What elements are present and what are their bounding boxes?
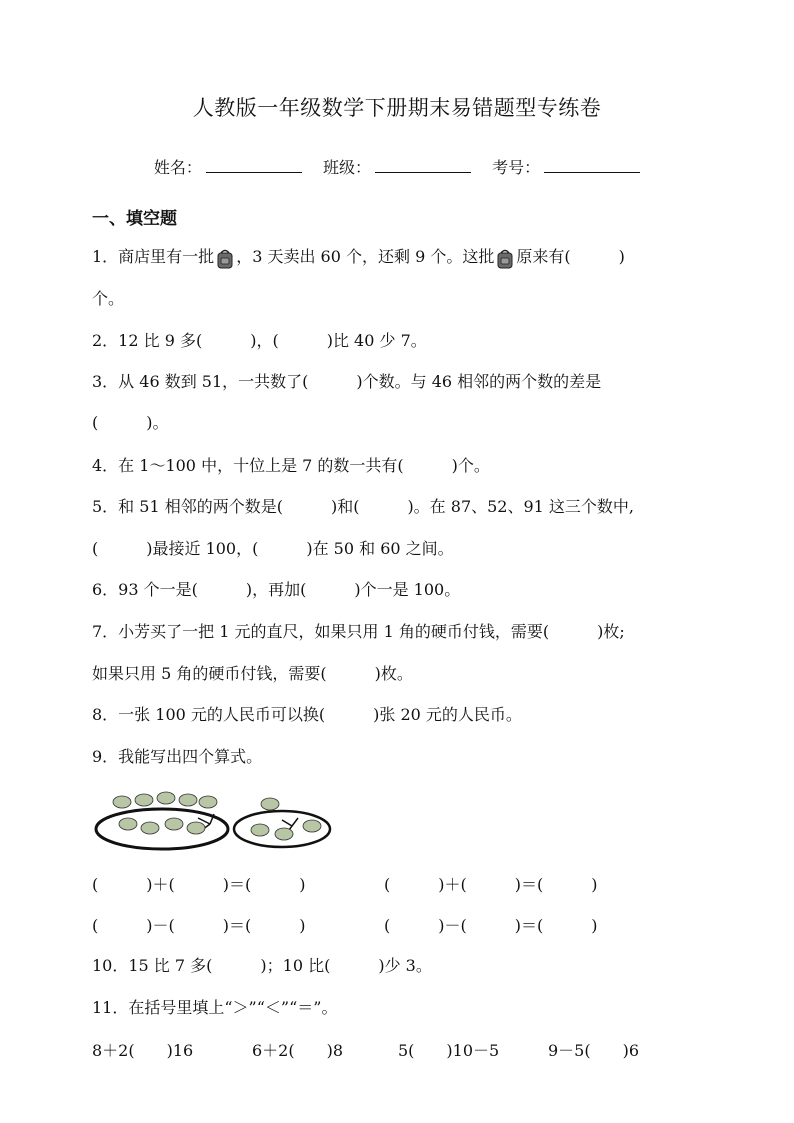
section-heading: 一、填空题 [92,209,177,229]
question-8: 8．一张 100 元的人民币可以换( )张 20 元的人民币。 [92,705,522,724]
equation-blank-left[interactable]: ( )－( )＝( ) [92,916,306,935]
backpack-icon [214,247,236,269]
question-1-cont: 个。 [92,289,125,308]
equation-blank-right[interactable]: ( )＋( )＝( ) [384,875,598,894]
question-10: 10．15 比 7 多( )；10 比( )少 3。 [92,956,432,975]
question-1: 1．商店里有一批 ，3 天卖出 60 个，还剩 9 个。这批 原来有( ) [92,246,625,269]
page-title: 人教版一年级数学下册期末易错题型专练卷 [192,96,602,120]
class-blank[interactable] [375,158,471,173]
question-4: 4．在 1～100 中，十位上是 7 的数一共有( )个。 [92,456,490,475]
equation-blank-right[interactable]: ( )－( )＝( ) [384,916,598,935]
question-3-cont: ( )。 [92,413,169,432]
question-7-cont: 如果只用 5 角的硬币付钱，需要( )枚。 [92,664,413,683]
name-field[interactable]: 姓名： [154,155,302,178]
question-3: 3．从 46 数到 51，一共数了( )个数。与 46 相邻的两个数的差是 [92,372,602,391]
lily-pad-left [96,809,228,849]
question-9: 9．我能写出四个算式。 [92,747,263,766]
exam-number-blank[interactable] [544,158,640,173]
question-6: 6．93 个一是( )，再加( )个一是 100。 [92,580,461,599]
equation-blank-left[interactable]: ( )＋( )＝( ) [92,875,306,894]
question-7: 7．小芳买了一把 1 元的直尺，如果只用 1 角的硬币付钱，需要( )枚; [92,622,625,641]
compare-item[interactable]: 6＋2( )8 [252,1041,344,1060]
compare-item[interactable]: 5( )10－5 [398,1041,500,1060]
exam-number-field[interactable]: 考号： [492,155,640,178]
question-2: 2．12 比 9 多( )，( )比 40 少 7。 [92,331,427,350]
compare-item[interactable]: 9－5( )6 [548,1041,640,1060]
name-blank[interactable] [206,158,302,173]
class-field[interactable]: 班级： [323,155,471,178]
question-5-cont: ( )最接近 100，( )在 50 和 60 之间。 [92,539,454,558]
frogs-on-lily-pads-illustration [92,784,342,854]
student-info [0,155,794,178]
backpack-icon [494,247,516,269]
compare-item[interactable]: 8＋2( )16 [92,1041,194,1060]
question-5: 5．和 51 相邻的两个数是( )和( )。在 87、52、91 这三个数中, [92,497,635,516]
question-11: 11．在括号里填上“＞”“＜”“＝”。 [92,998,338,1017]
